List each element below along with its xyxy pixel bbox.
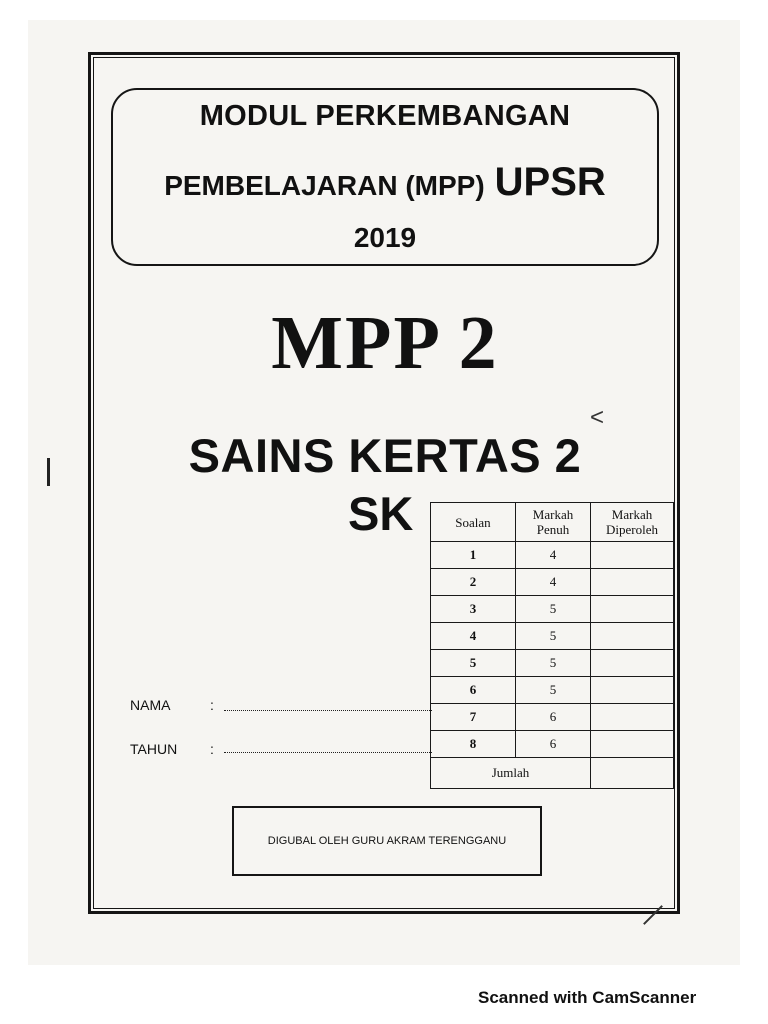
question-number: 3 bbox=[431, 596, 516, 623]
full-marks: 5 bbox=[516, 623, 591, 650]
year-colon: : bbox=[210, 741, 214, 757]
name-field[interactable] bbox=[224, 700, 432, 711]
marks-table bbox=[430, 502, 674, 789]
name-label: NAMA bbox=[130, 697, 171, 713]
camscanner-watermark: Scanned with CamScanner bbox=[478, 988, 697, 1007]
table-row bbox=[431, 569, 674, 596]
footer-note: DIGUBAL OLEH GURU AKRAM TERENGGANU bbox=[267, 835, 507, 847]
marks-table-header bbox=[431, 503, 674, 542]
title-line-2 bbox=[111, 160, 659, 205]
title-line-2-text: PEMBELAJARAN (MPP) bbox=[164, 170, 485, 201]
full-marks: 4 bbox=[516, 569, 591, 596]
full-marks: 6 bbox=[516, 704, 591, 731]
name-colon: : bbox=[210, 697, 214, 713]
obtained-marks[interactable] bbox=[591, 542, 674, 569]
obtained-marks[interactable] bbox=[591, 704, 674, 731]
total-label: Jumlah bbox=[431, 758, 591, 789]
header-question: Soalan bbox=[431, 503, 516, 542]
school-type: SK bbox=[348, 487, 414, 540]
pen-mark: < bbox=[590, 404, 605, 431]
question-number: 8 bbox=[431, 731, 516, 758]
table-row bbox=[431, 623, 674, 650]
obtained-marks[interactable] bbox=[591, 731, 674, 758]
question-number: 7 bbox=[431, 704, 516, 731]
total-row bbox=[431, 758, 674, 789]
full-marks: 5 bbox=[516, 677, 591, 704]
obtained-marks[interactable] bbox=[591, 623, 674, 650]
year-field[interactable] bbox=[224, 742, 432, 753]
table-row bbox=[431, 542, 674, 569]
upsr-label: UPSR bbox=[494, 160, 606, 204]
module-code: MPP 2 bbox=[271, 301, 499, 385]
obtained-marks[interactable] bbox=[591, 650, 674, 677]
question-number: 1 bbox=[431, 542, 516, 569]
obtained-marks[interactable] bbox=[591, 677, 674, 704]
full-marks: 5 bbox=[516, 596, 591, 623]
question-number: 4 bbox=[431, 623, 516, 650]
title-year: 2019 bbox=[353, 222, 417, 253]
obtained-marks[interactable] bbox=[591, 569, 674, 596]
full-marks: 6 bbox=[516, 731, 591, 758]
question-number: 6 bbox=[431, 677, 516, 704]
question-number: 5 bbox=[431, 650, 516, 677]
full-marks: 5 bbox=[516, 650, 591, 677]
table-row bbox=[431, 731, 674, 758]
total-obtained[interactable] bbox=[591, 758, 674, 789]
footer-note-box bbox=[232, 806, 542, 876]
full-marks: 4 bbox=[516, 542, 591, 569]
subject-title: SAINS KERTAS 2 bbox=[188, 429, 582, 482]
table-row bbox=[431, 596, 674, 623]
scan-artifact bbox=[47, 458, 50, 486]
question-number: 2 bbox=[431, 569, 516, 596]
table-row bbox=[431, 650, 674, 677]
table-row bbox=[431, 677, 674, 704]
table-row bbox=[431, 704, 674, 731]
title-line-1: MODUL PERKEMBANGAN bbox=[199, 100, 571, 132]
year-label: TAHUN bbox=[130, 741, 178, 757]
obtained-marks[interactable] bbox=[591, 596, 674, 623]
header-obtained: Markah Diperoleh bbox=[591, 503, 674, 542]
header-full-marks: Markah Penuh bbox=[516, 503, 591, 542]
